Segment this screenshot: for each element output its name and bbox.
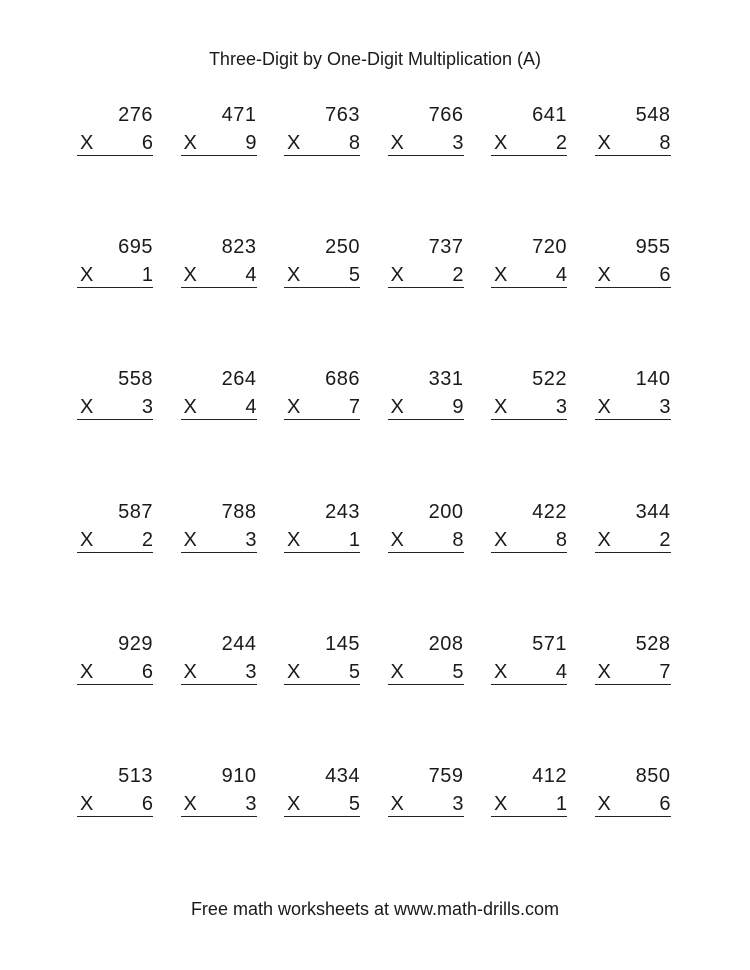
- multiplier-row: [284, 263, 360, 288]
- multiply-operator: X: [390, 660, 404, 683]
- multiplier-row: [181, 792, 257, 817]
- multiplication-problem: [595, 764, 671, 824]
- multiplication-problem: [491, 632, 567, 692]
- multiplication-problem: [388, 632, 464, 692]
- multiplicand: 264: [221, 368, 257, 391]
- multiplier-row: [181, 395, 257, 420]
- multiplication-problem: [284, 500, 360, 560]
- multiplier: 9: [245, 132, 257, 154]
- multiply-operator: X: [80, 660, 94, 683]
- multiplier-row: [388, 395, 464, 420]
- multiplier: 6: [141, 792, 153, 815]
- multiplier: 1: [348, 528, 360, 551]
- multiplier-row: [181, 131, 257, 156]
- multiplicand: 720: [532, 236, 567, 259]
- multiplication-problem: [595, 235, 671, 295]
- multiply-operator: X: [494, 264, 508, 287]
- multiply-operator: X: [80, 264, 94, 287]
- multiplication-problem: [77, 235, 153, 295]
- multiplication-problem: [388, 103, 464, 163]
- multiplier-row: [284, 131, 360, 156]
- multiply-operator: X: [390, 132, 404, 154]
- multiplication-problem: [491, 367, 567, 427]
- multiply-operator: X: [287, 528, 301, 551]
- multiplier-row: [388, 263, 464, 288]
- multiplicand: 243: [325, 500, 360, 523]
- multiplier: 2: [141, 528, 153, 551]
- multiplier: 7: [659, 660, 671, 683]
- multiply-operator: X: [494, 792, 508, 815]
- multiply-operator: X: [597, 792, 611, 815]
- multiplicand: 422: [532, 500, 567, 523]
- multiplicand: 244: [221, 632, 257, 655]
- multiplicand: 788: [221, 500, 257, 523]
- multiplication-problem: [284, 632, 360, 692]
- multiplier: 4: [245, 396, 257, 419]
- multiply-operator: X: [390, 396, 404, 419]
- multiplier-row: [388, 792, 464, 817]
- multiplier-row: [181, 528, 257, 553]
- multiply-operator: X: [80, 528, 94, 551]
- multiplier: 6: [659, 792, 671, 815]
- multiply-operator: X: [183, 132, 197, 154]
- multiplier: 2: [659, 528, 671, 551]
- multiplier-row: [595, 792, 671, 817]
- multiplier-row: [77, 131, 153, 156]
- multiplier: 1: [141, 264, 153, 287]
- multiplier: 8: [452, 528, 464, 551]
- multiplication-problem: [388, 367, 464, 427]
- multiplication-problem: [595, 632, 671, 692]
- multiplicand: 571: [532, 632, 567, 655]
- multiplier-row: [491, 660, 567, 685]
- multiplication-problem: [181, 632, 257, 692]
- multiplier: 3: [452, 132, 464, 154]
- multiplicand: 250: [325, 236, 360, 259]
- multiplier: 4: [245, 264, 257, 287]
- multiplier: 8: [555, 528, 567, 551]
- multiplier: 5: [348, 660, 360, 683]
- multiplication-problem: [595, 367, 671, 427]
- multiplier: 8: [659, 132, 671, 154]
- multiply-operator: X: [287, 792, 301, 815]
- multiply-operator: X: [287, 660, 301, 683]
- multiply-operator: X: [80, 396, 94, 419]
- multiplier: 4: [555, 660, 567, 683]
- multiplier: 5: [348, 264, 360, 287]
- multiplier: 2: [452, 264, 464, 287]
- multiplicand: 276: [118, 104, 153, 126]
- multiplicand: 513: [118, 764, 153, 787]
- multiplication-problem: [284, 764, 360, 824]
- multiplier: 9: [452, 396, 464, 419]
- multiply-operator: X: [390, 528, 404, 551]
- multiplier-row: [491, 528, 567, 553]
- multiplicand: 823: [221, 236, 257, 259]
- multiplier-row: [595, 131, 671, 156]
- multiplication-problem: [388, 500, 464, 560]
- multiplication-problem: [284, 367, 360, 427]
- multiplier-row: [77, 395, 153, 420]
- multiplier-row: [284, 395, 360, 420]
- multiply-operator: X: [80, 792, 94, 815]
- multiplier-row: [181, 660, 257, 685]
- multiplier: 3: [659, 396, 671, 419]
- multiplier-row: [388, 528, 464, 553]
- multiplicand: 344: [635, 500, 671, 523]
- multiplier: 3: [141, 396, 153, 419]
- multiplicand: 737: [428, 236, 464, 259]
- multiplicand: 955: [635, 236, 671, 259]
- multiplication-problem: [491, 764, 567, 824]
- multiply-operator: X: [183, 792, 197, 815]
- multiplication-problem: [77, 367, 153, 427]
- multiplier: 5: [348, 792, 360, 815]
- multiplier-row: [491, 131, 567, 156]
- multiply-operator: X: [494, 528, 508, 551]
- multiplier: 3: [245, 660, 257, 683]
- multiplier: 3: [245, 792, 257, 815]
- multiplier-row: [284, 792, 360, 817]
- multiplication-problem: [181, 103, 257, 163]
- multiplication-problem: [77, 764, 153, 824]
- multiplication-problem: [77, 500, 153, 560]
- multiplicand: 528: [635, 632, 671, 655]
- multiplicand: 695: [118, 236, 153, 259]
- multiplicand: 763: [325, 104, 360, 126]
- multiplicand: 471: [221, 104, 257, 126]
- multiply-operator: X: [183, 396, 197, 419]
- multiplier-row: [595, 660, 671, 685]
- multiplier: 5: [452, 660, 464, 683]
- multiplicand: 412: [532, 764, 567, 787]
- multiplier: 1: [555, 792, 567, 815]
- multiply-operator: X: [287, 264, 301, 287]
- multiply-operator: X: [597, 396, 611, 419]
- multiplicand: 200: [428, 500, 464, 523]
- footer-text: Free math worksheets at www.math-drills.com: [190, 899, 560, 919]
- multiplicand: 548: [635, 104, 671, 126]
- multiplier-row: [595, 263, 671, 288]
- multiply-operator: X: [287, 132, 301, 154]
- multiplier-row: [595, 395, 671, 420]
- multiplier-row: [491, 395, 567, 420]
- problem-grid: [77, 103, 673, 896]
- multiplicand: 850: [635, 764, 671, 787]
- multiplicand: 140: [635, 368, 671, 391]
- multiplicand: 759: [428, 764, 464, 787]
- multiplier-row: [388, 660, 464, 685]
- multiply-operator: X: [390, 792, 404, 815]
- multiplication-problem: [77, 103, 153, 163]
- multiplication-problem: [181, 367, 257, 427]
- multiplicand: 145: [325, 632, 360, 655]
- multiplier: 6: [659, 264, 671, 287]
- multiply-operator: X: [80, 132, 94, 154]
- multiplication-problem: [595, 103, 671, 163]
- multiplicand: 929: [118, 632, 153, 655]
- multiplication-problem: [491, 500, 567, 560]
- multiplier: 2: [555, 132, 567, 154]
- multiply-operator: X: [597, 660, 611, 683]
- multiplication-problem: [181, 235, 257, 295]
- multiply-operator: X: [287, 396, 301, 419]
- multiplicand: 641: [532, 104, 567, 126]
- multiplier: 7: [348, 396, 360, 419]
- multiplier: 4: [555, 264, 567, 287]
- multiplier: 3: [555, 396, 567, 419]
- multiply-operator: X: [183, 660, 197, 683]
- multiplication-problem: [595, 500, 671, 560]
- multiplicand: 686: [325, 368, 360, 391]
- multiplier: 3: [452, 792, 464, 815]
- multiplier-row: [181, 263, 257, 288]
- multiplication-problem: [284, 235, 360, 295]
- multiply-operator: X: [183, 528, 197, 551]
- multiplier-row: [388, 131, 464, 156]
- multiplicand: 910: [221, 764, 257, 787]
- multiplier-row: [491, 263, 567, 288]
- multiplier: 8: [348, 132, 360, 154]
- multiplication-problem: [388, 235, 464, 295]
- multiplication-problem: [77, 632, 153, 692]
- multiplier-row: [595, 528, 671, 553]
- multiplier-row: [284, 660, 360, 685]
- multiplicand: 766: [428, 104, 464, 126]
- multiplicand: 587: [118, 500, 153, 523]
- multiply-operator: X: [597, 264, 611, 287]
- multiply-operator: X: [494, 660, 508, 683]
- multiplier-row: [77, 263, 153, 288]
- multiply-operator: X: [183, 264, 197, 287]
- multiplier-row: [77, 528, 153, 553]
- multiplier-row: [77, 792, 153, 817]
- multiplication-problem: [491, 103, 567, 163]
- multiplier-row: [284, 528, 360, 553]
- multiply-operator: X: [597, 528, 611, 551]
- multiply-operator: X: [390, 264, 404, 287]
- multiplicand: 558: [118, 368, 153, 391]
- multiplicand: 434: [325, 764, 360, 787]
- multiplicand: 522: [532, 368, 567, 391]
- multiply-operator: X: [494, 132, 508, 154]
- multiplier: 6: [141, 132, 153, 154]
- multiplicand: 208: [428, 632, 464, 655]
- multiplier: 3: [245, 528, 257, 551]
- multiplicand: 331: [428, 368, 464, 391]
- multiplier-row: [491, 792, 567, 817]
- multiplier-row: [77, 660, 153, 685]
- multiplication-problem: [284, 103, 360, 163]
- multiplication-problem: [388, 764, 464, 824]
- worksheet-title: Three-Digit by One-Digit Multiplication (A): [208, 49, 542, 69]
- multiplier: 6: [141, 660, 153, 683]
- multiplication-problem: [181, 500, 257, 560]
- multiply-operator: X: [494, 396, 508, 419]
- multiplication-problem: [491, 235, 567, 295]
- multiplication-problem: [181, 764, 257, 824]
- multiply-operator: X: [597, 132, 611, 154]
